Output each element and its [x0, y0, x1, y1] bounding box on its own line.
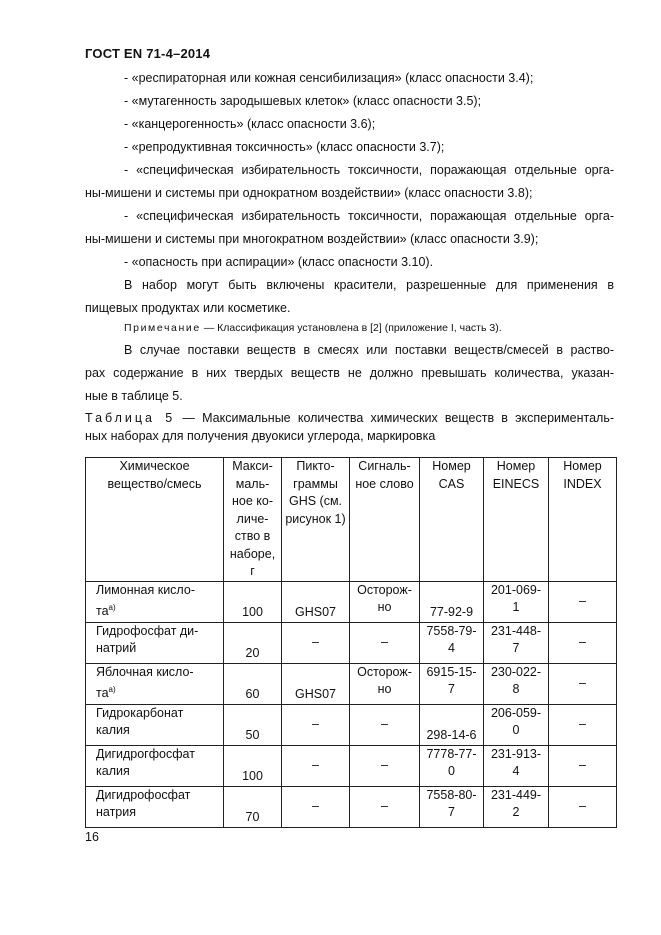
cell-index: – — [549, 663, 617, 704]
cell-einecs: 231-913- 4 — [484, 745, 549, 786]
table-row — [86, 663, 617, 704]
bullet-line: - «специфическая избирательность токсичности, поражающая отдельные орга- — [124, 209, 614, 223]
cell-cas: 6915-15- 7 — [420, 663, 484, 704]
table-row — [86, 786, 617, 827]
note — [124, 322, 502, 334]
cell-cas: 298-14-6 — [420, 704, 484, 745]
cell-signal: Осторож- но — [350, 663, 420, 704]
column-header: Номер CAS — [420, 458, 484, 582]
cell-name: Дигидрофосфат натрия — [86, 786, 224, 827]
cell-qty: 60 — [224, 663, 282, 704]
cell-signal: – — [350, 745, 420, 786]
table-row — [86, 581, 617, 622]
cell-ghs: GHS07 — [282, 581, 350, 622]
cell-index: – — [549, 704, 617, 745]
column-header: Макси- маль- ное ко- личе- ство в наборе, г — [224, 458, 282, 582]
cell-qty: 20 — [224, 622, 282, 663]
column-header: Сигналь- ное слово — [350, 458, 420, 582]
cell-ghs: – — [282, 786, 350, 827]
bullet-line: - «специфическая избирательность токсичности, поражающая отдельные орга- — [124, 163, 614, 177]
cell-einecs: 230-022- 8 — [484, 663, 549, 704]
column-header: Номер INDEX — [549, 458, 617, 582]
bullet-line: - «репродуктивная токсичность» (класс опасности 3.7); — [124, 140, 445, 154]
page-number: 16 — [85, 830, 99, 844]
cell-cas: 77-92-9 — [420, 581, 484, 622]
table-caption-text: ных наборах для получения двуокиси углерода, маркировка — [85, 429, 436, 443]
cell-qty: 70 — [224, 786, 282, 827]
table-caption — [85, 409, 614, 445]
chemicals-table — [85, 457, 617, 828]
paragraph-line: В случае поставки веществ в смесях или поставки веществ/смесей в раство- — [124, 343, 614, 357]
cell-name: Лимонная кисло- $та^{а)}$ — [86, 581, 224, 622]
bullet-line: ны-мишени и системы при однократном воздействии» (класс опасности 3.8); — [85, 186, 533, 200]
table-row — [86, 704, 617, 745]
cell-ghs: – — [282, 745, 350, 786]
paragraph-line: В набор могут быть включены красители, разрешенные для применения в — [124, 278, 614, 292]
document-header: ГОСТ EN 71-4–2014 — [85, 46, 211, 61]
cell-qty: 100 — [224, 745, 282, 786]
table-row — [86, 745, 617, 786]
table-header-row — [86, 458, 617, 582]
cell-einecs: 206-059- 0 — [484, 704, 549, 745]
cell-ghs: – — [282, 622, 350, 663]
cell-qty: 50 — [224, 704, 282, 745]
cell-cas: 7558-80- 7 — [420, 786, 484, 827]
bullet-line: ны-мишени и системы при многократном воздействии» (класс опасности 3.9); — [85, 232, 539, 246]
cell-signal: – — [350, 622, 420, 663]
cell-signal: – — [350, 704, 420, 745]
cell-ghs: GHS07 — [282, 663, 350, 704]
bullet-line: - «опасность при аспирации» (класс опасности 3.10). — [124, 255, 434, 269]
cell-name: Гидрофосфат ди- натрий — [86, 622, 224, 663]
paragraph-line: рах содержание в них твердых веществ не должно превышать количества, указан- — [85, 366, 614, 380]
cell-index: – — [549, 622, 617, 663]
cell-einecs: 201-069- 1 — [484, 581, 549, 622]
cell-einecs: 231-449- 2 — [484, 786, 549, 827]
cell-name: Гидрокарбонат калия — [86, 704, 224, 745]
cell-index: – — [549, 581, 617, 622]
bullet-line: - «респираторная или кожная сенсибилизация» (класс опасности 3.4); — [124, 71, 534, 85]
note-label: Примечание — [124, 322, 201, 334]
cell-index: – — [549, 786, 617, 827]
column-header: Пикто- граммы GHS (см. рисунок 1) — [282, 458, 350, 582]
cell-index: – — [549, 745, 617, 786]
cell-signal: – — [350, 786, 420, 827]
table-caption-text: — Максимальные количества химических веществ в эксперименталь- — [182, 411, 614, 425]
cell-einecs: 231-448- 7 — [484, 622, 549, 663]
cell-name: Яблочная кисло- $та^{а)}$ — [86, 663, 224, 704]
note-text: — Классификация установлена в [2] (приложение I, часть 3). — [203, 322, 502, 334]
column-header: Номер EINECS — [484, 458, 549, 582]
column-header: Химическое вещество/смесь — [86, 458, 224, 582]
cell-qty: 100 — [224, 581, 282, 622]
bullet-line: - «канцерогенность» (класс опасности 3.6); — [124, 117, 376, 131]
cell-signal: Осторож- но — [350, 581, 420, 622]
cell-cas: 7778-77- 0 — [420, 745, 484, 786]
cell-name: Дигидрогфосфат калия — [86, 745, 224, 786]
paragraph-line: ные в таблице 5. — [85, 389, 183, 403]
bullet-line: - «мутагенность зародышевых клеток» (класс опасности 3.5); — [124, 94, 482, 108]
cell-cas: 7558-79- 4 — [420, 622, 484, 663]
cell-ghs: – — [282, 704, 350, 745]
table-caption-label: Таблица 5 — [85, 411, 176, 425]
table-row — [86, 622, 617, 663]
paragraph-line: пищевых продуктах или косметике. — [85, 301, 291, 315]
